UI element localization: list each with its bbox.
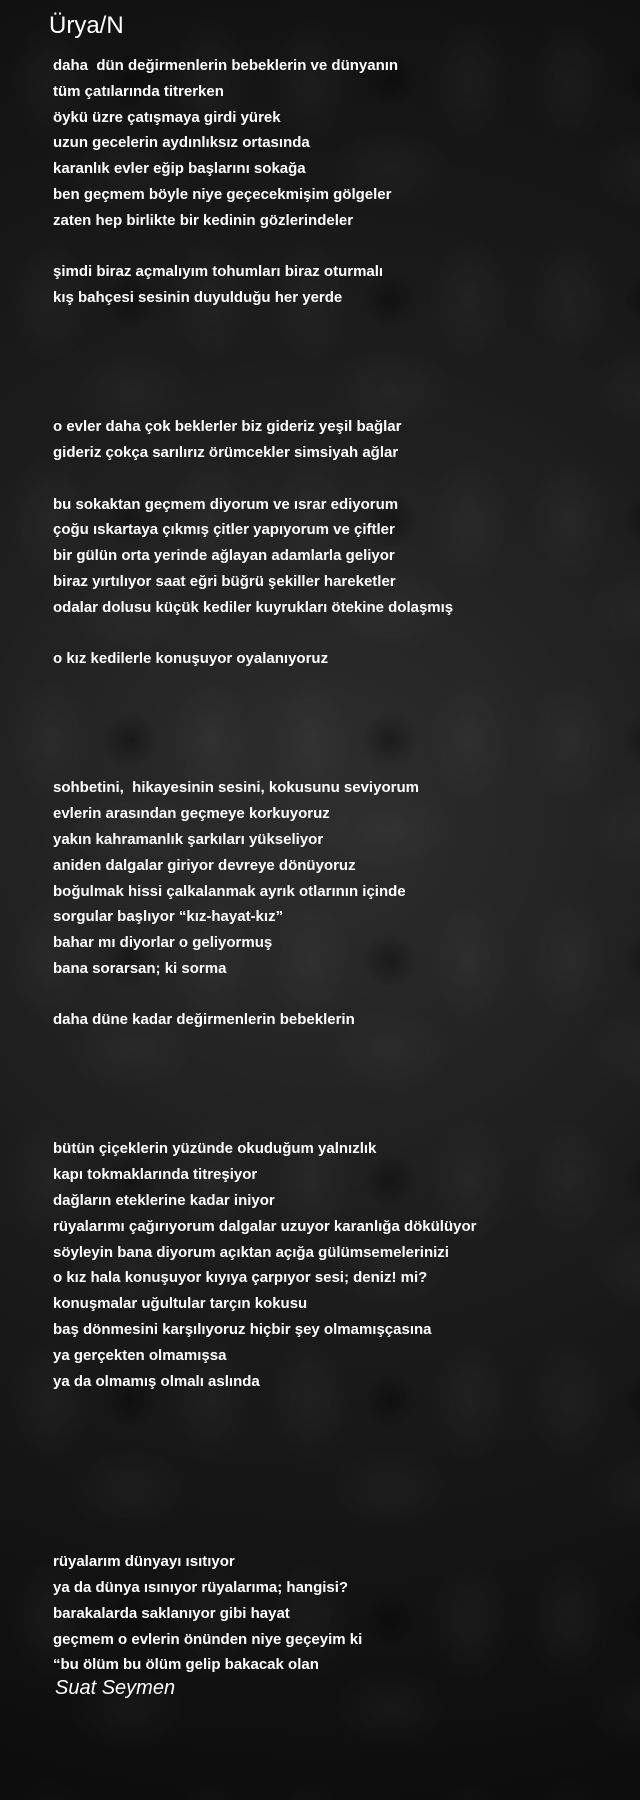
poem-stanza	[53, 259, 623, 311]
poem-line: o evler daha çok beklerler biz gideriz yeşil bağlar	[53, 418, 402, 436]
poem-line: rüyalarım dünyayı ısıtıyor	[53, 1553, 235, 1571]
poem-line: söyleyin bana diyorum açıktan açığa gülümsemelerinizi	[53, 1243, 449, 1261]
poem-line: kış bahçesi sesinin duyulduğu her yerde	[53, 289, 343, 307]
poem-line: bir gülün orta yerinde ağlayan adamlarla geliyor	[53, 547, 395, 565]
poem-line: şimdi biraz açmalıyım tohumları biraz oturmalı	[53, 263, 384, 281]
poem-line: kapı tokmaklarında titreşiyor	[53, 1166, 258, 1184]
poem-stanza	[53, 646, 623, 672]
poem-line: ya da dünya ısınıyor rüyalarıma; hangisi?	[53, 1579, 349, 1597]
poem-line: boğulmak hissi çalkalanmak ayrık otlarının içinde	[53, 882, 406, 900]
poem-line: ya gerçekten olmamışsa	[53, 1346, 227, 1364]
poem-line: barakalarda saklanıyor gibi hayat	[53, 1604, 290, 1622]
poem-stanza	[53, 1007, 623, 1033]
poem-line: o kız kedilerle konuşuyor oyalanıyoruz	[53, 650, 329, 668]
poem-line: sorgular başlıyor “kız-hayat-kız”	[53, 908, 284, 926]
poem-line: “bu ölüm bu ölüm gelip bakacak olan	[53, 1656, 319, 1674]
poem-line: öykü üzre çatışmaya girdi yürek	[53, 108, 281, 126]
poem-body	[53, 53, 623, 1678]
poem-line: bu sokaktan geçmem diyorum ve ısrar ediyorum	[53, 495, 399, 513]
poem-line: karanlık evler eğip başlarını sokağa	[53, 160, 306, 178]
poem-line: evlerin arasından geçmeye korkuyoruz	[53, 805, 330, 823]
poem-line: o kız hala konuşuyor kıyıya çarpıyor sesi; deniz! mi?	[53, 1269, 428, 1287]
poem-line: daha düne kadar değirmenlerin bebeklerin	[53, 1011, 355, 1029]
poem-stanza	[53, 492, 623, 621]
poem-line: çoğu ıskartaya çıkmış çitler yapıyorum ve çiftler	[53, 521, 395, 539]
poem-stanza	[53, 53, 623, 234]
poem-line: biraz yırtılıyor saat eğri büğrü şekiller hareketler	[53, 572, 396, 590]
poem-author: Suat Seymen	[55, 1677, 176, 1699]
poem-line: dağların eteklerine kadar iniyor	[53, 1192, 275, 1210]
poem-line: geçmem o evlerin önünden niye geçeyim ki	[53, 1630, 363, 1648]
poem-line: baş dönmesini karşılıyoruz hiçbir şey olmamışçasına	[53, 1321, 432, 1339]
poem-stanza	[53, 775, 623, 981]
poem-line: tüm çatılarında titrerken	[53, 82, 224, 100]
poem-line: ben geçmem böyle niye geçecekmişim gölgeler	[53, 185, 392, 203]
poem-title: Ürya/N	[49, 12, 124, 39]
poem-line: konuşmalar uğultular tarçın kokusu	[53, 1295, 308, 1313]
poem-line: odalar dolusu küçük kediler kuyrukları ötekine dolaşmış	[53, 598, 454, 616]
poem-line: bahar mı diyorlar o geliyormuş	[53, 934, 273, 952]
poem-line: uzun gecelerin aydınlıksız ortasında	[53, 134, 310, 152]
poem-line: daha dün değirmenlerin bebeklerin ve dünyanın	[53, 57, 399, 74]
poem-stanza	[53, 1136, 623, 1394]
poem-line: ya da olmamış olmalı aslında	[53, 1372, 260, 1390]
poem-line: yakın kahramanlık şarkıları yükseliyor	[53, 830, 324, 848]
poem-line: bütün çiçeklerin yüzünde okuduğum yalnızlık	[53, 1140, 377, 1158]
poem-line: gideriz çokça sarılırız örümcekler simsiyah ağlar	[53, 443, 399, 461]
poem-line: aniden dalgalar giriyor devreye dönüyoruz	[53, 856, 356, 874]
poem-line: zaten hep birlikte bir kedinin gözlerindeler	[53, 211, 354, 229]
poem-stanza	[53, 1549, 623, 1678]
poem-line: bana sorarsan; ki sorma	[53, 959, 227, 977]
poem-line: rüyalarımı çağırıyorum dalgalar uzuyor karanlığa dökülüyor	[53, 1217, 477, 1235]
poem-stanza	[53, 414, 623, 466]
poem-line: sohbetini, hikayesinin sesini, kokusunu seviyorum	[53, 779, 419, 797]
